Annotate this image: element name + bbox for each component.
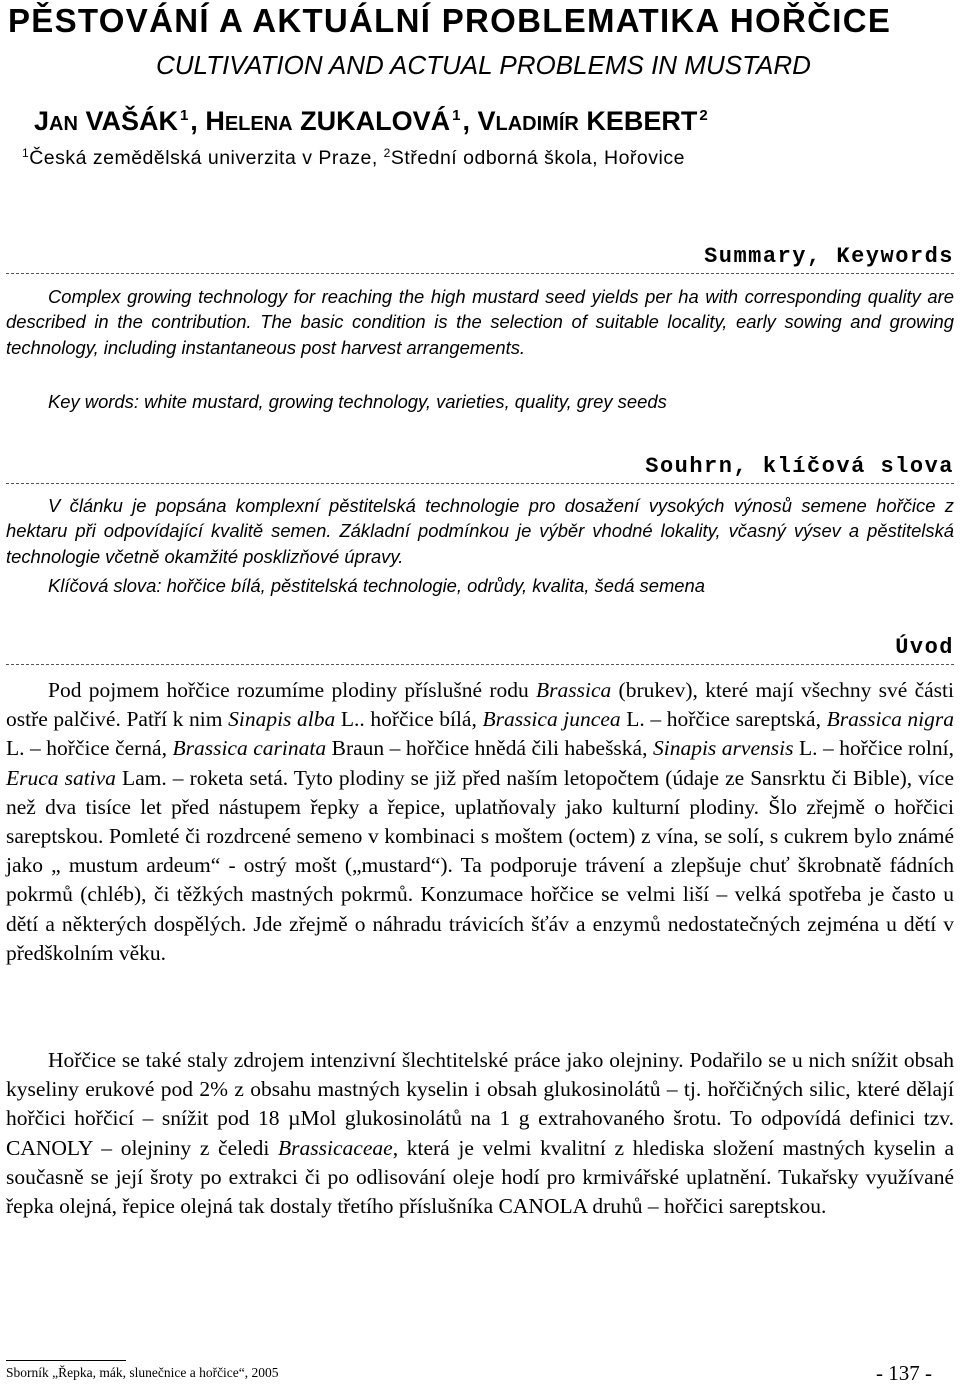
paper-subtitle: CULTIVATION AND ACTUAL PROBLEMS IN MUSTARD [156, 50, 811, 80]
author: JAN VAŠÁK $^1$ [34, 106, 189, 136]
affiliations: $^1$Česká zemědělská univerzita v Praze, $^2$Střední odborná škola, Hořovice [22, 146, 685, 169]
page-number: - 137 - [876, 1361, 932, 1385]
footer-source: Sborník „Řepka, mák, slunečnice a hořčice“, 2005 [6, 1365, 279, 1380]
introduction-heading: Úvod [6, 635, 954, 665]
souhrn-heading: Souhrn, klíčová slova [6, 454, 954, 484]
summary-keywords: Key words: white mustard, growing technology, varieties, quality, grey seeds [48, 391, 667, 412]
souhrn-text: V článku je popsána komplexní pěstitelská technologie pro dosažení vysokých výnosů semene hořčice z hektaru při odpovídající kvalitě semen. Základní podmínkou je výběr vhodné lokality, včasný výsev a pěstitelská technologie včetně okamžité posklizňové úpravy. [6, 495, 954, 567]
summary-heading: Summary, Keywords [6, 244, 954, 274]
body-paragraph: Hořčice se také staly zdrojem intenzivní šlechtitelské práce jako olejniny. Podařilo se u nich snížit obsah kyseliny erukové pod 2% z obsahu mastných kyselin i obsah glukosinolátů – tj. hořčičných silic, které dělají hořčici hořčicí – snížit pod 18 µMol glukosinolátů na 1 g extrahovaného šrotu. To odpovídá definici tzv. CANOLY – olejniny z čeledi Brassicaceae, která je velmi kvalitní z hlediska složení mastných kyselin a současně se její šroty po extrakci či po odlisování oleje hodí pro krmivářské uplatnění. Tukařsky využívané řepka olejná, řepice olejná tak dostaly třetího příslušníka CANOLA druhů – hořčici sareptskou. [6, 1048, 954, 1219]
footer-rule [6, 1360, 126, 1361]
body-paragraph: Pod pojmem hořčice rozumíme plodiny příslušné rodu Brassica (brukev), které mají všechny své části ostře palčivé. Patří k nim Sinapis alba L.. hořčice bílá, Brassica juncea L. – hořčice sareptská, Brassica nigra L. – hořčice černá, Brassica carinata Braun – hořčice hnědá čili habešská, Sinapis arvensis L. – hořčice rolní, Eruca sativa Lam. – roketa setá. Tyto plodiny se již před naším letopočtem (údaje ze Sansrktu či Bible), více než dva tisíce let před nástupem řepky a řepice, uplatňovaly jako kulturní plodiny. Šlo zřejmě o hořčici sareptskou. Pomleté či rozdrcené semeno v kombinaci s moštem (octem) z vína, se solí, s cukrem bylo známé jako „ mustum ardeum“ - ostrý mošt („mustard“). Ta podporuje trávení a zlepšuje chuť škrobnatě fádních pokrmů (chléb), či těžkých mastných pokrmů. Konzumace hořčice se velmi liší – velká spotřeba je často u dětí a některých dospělých. Jde zřejmě o náhradu trávicích šťáv a enzymů nedostatečných zejména u dětí v předškolním věku. [6, 678, 955, 965]
author: HELENA ZUKALOVÁ $^1$ [205, 106, 461, 136]
summary-text: Complex growing technology for reaching the high mustard seed yields per ha with corresponding quality are described in the contribution. The basic condition is the selection of suitable locality, early sowing and growing technology, including instantaneous post harvest arrangements. [6, 286, 954, 358]
author: VLADIMÍR KEBERT $^2$ [477, 106, 708, 136]
author-list: JAN VAŠÁK $^1$, HELENA ZUKALOVÁ $^1$, VLADIMÍR KEBERT $^2$ [34, 106, 708, 136]
souhrn-keywords: Klíčová slova: hořčice bílá, pěstitelská technologie, odrůdy, kvalita, šedá semena [48, 575, 705, 596]
paper-title: PĚSTOVÁNÍ A AKTUÁLNÍ PROBLEMATIKA HOŘČICE [8, 2, 892, 39]
